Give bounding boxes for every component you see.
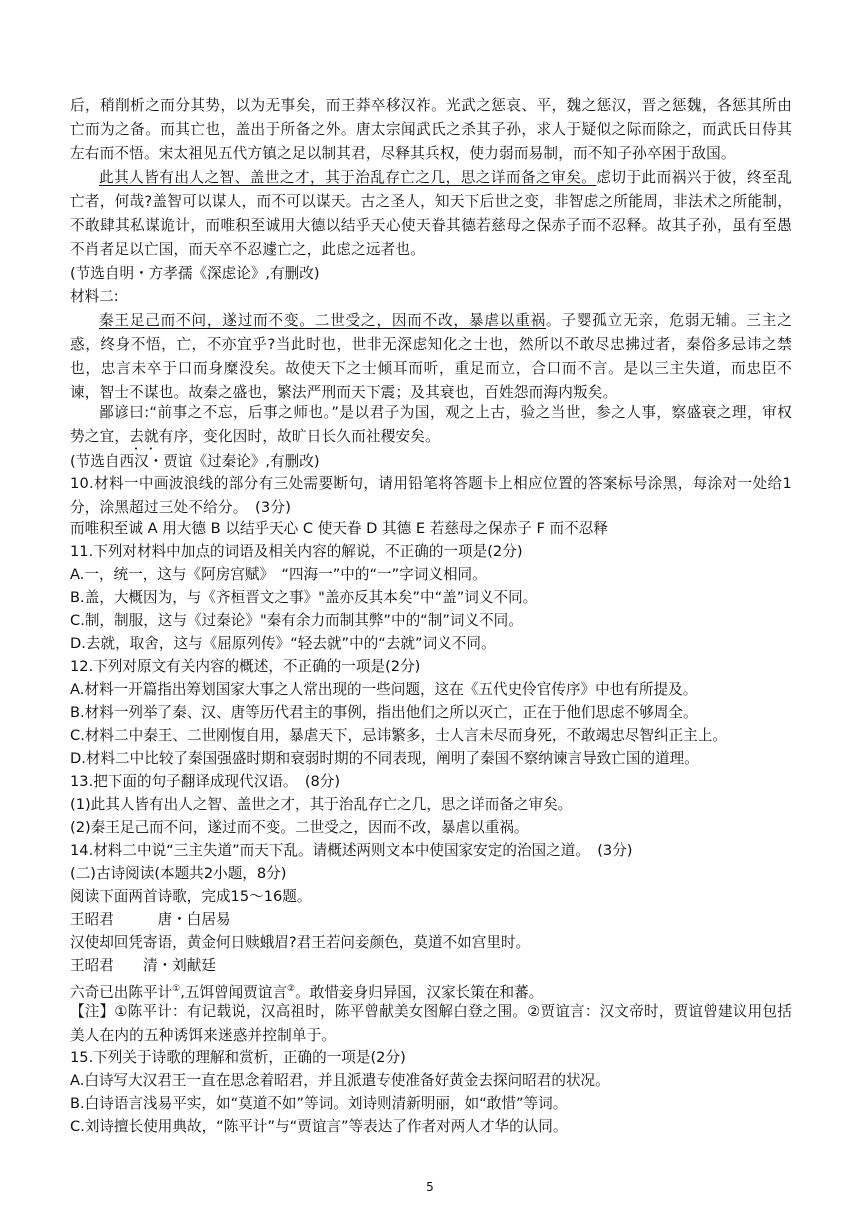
question-12: 12.下列对原文有关内容的概述，不正确的一项是(2分) <box>70 658 421 675</box>
underlined-sentence: 此其人皆有出人之智、盖世之才，其于治乱存亡之几，思之详而备之审矣。 <box>99 169 597 186</box>
question-15-option-c: C.刘诗擅长使用典故，“陈平计”与“贾谊言”等表达了作者对两人才华的认同。 <box>70 1118 568 1135</box>
question-13-sentence-1: (1)此其人皆有出人之智、盖世之才，其于治乱存亡之几，思之详而备之审矣。 <box>70 796 573 813</box>
source-note-2: (节选自西汉・贾谊《过秦论》,有删改) <box>70 453 320 470</box>
poem-1-title: 王昭君 唐・白居易 <box>70 911 231 928</box>
footnote-marker-1: ① <box>172 984 181 994</box>
question-10-options: 而唯积至诚 A 用大德 B 以结乎天心 C 使天眷 D 其德 E 若慈母之保赤子 F 而不忍释 <box>70 520 608 537</box>
question-12-option-c: C.材料二中秦王、二世刚愎自用，暴虐天下，忌讳繁多，士人言未尽而身死，不敢竭忠尽智纠正主上。 <box>70 727 727 744</box>
poem-text: 。敢惜妾身归异国，汉家长策在和蕃。 <box>295 983 544 1001</box>
question-13: 13.把下面的句子翻译成现代汉语。 (8分) <box>70 773 341 790</box>
question-13-sentence-2: (2)秦王足己而不问，遂过而不变。二世受之，因而不改，暴虐以重祸。 <box>70 819 529 836</box>
question-15-option-a: A.白诗写大汉君王一直在思念着昭君，并且派遣专使准备好黄金去探问昭君的状况。 <box>70 1072 610 1089</box>
paragraph-text: 。子婴孤立无亲，危弱无辅。三主之惑，终身不悟，亡，不亦宜乎?当此时也，世非无深虑知化之士也，然所以不敢尽忠拂过者，秦俗多忌讳之禁也，忠言未卒于口而身糜没矣。故使天下之士倾耳而听，重足而立，合口而不言。是以三主失道，而忠臣不谏，智士不谋也。故秦之盛也，繁法严刑而天下震；及其衰也，百姓怨而海内叛矣。 <box>70 312 792 401</box>
paragraph-text: 虑切于此而祸兴于彼，终至乱亡者，何哉?盖智可以谋人，而不可以谋天。古之圣人，知天下后世之变，非智虑之所能周，非法术之所能制，不敢肆其私谋诡计，而唯积至诚用大德以结乎天心使天眷其德若慈母之保赤子而不忍释。故其子孙，虽有至愚不肖者足以亡国，而天卒不忍遽亡之，此虑之远者也。 <box>70 169 792 258</box>
poem-1-text: 汉使却回凭寄语，黄金何日赎蛾眉?君王若问妾颜色，莫道不如宫里时。 <box>70 934 531 951</box>
paragraph-text: 鄙谚曰:“前事之不忘，后事之师也。”是以君子为国，观之上古，验之当世，参之人事，察盛衰之理，审权势之宜， <box>70 404 792 445</box>
dotted-word: 去就 <box>129 428 159 445</box>
footnote-marker-2: ② <box>287 984 296 994</box>
question-11-option-d: D.去就，取舍，这与《屈原列传》“轻去就”中的“去就”词义不同。 <box>70 635 496 652</box>
question-11-option-a: A.一，统一，这与《阿房宫赋》 “四海一”中的“一”字词义相同。 <box>70 566 487 583</box>
material-one-paragraph-1: 后，稍削析之而分其势，以为无事矣，而王莽卒移汉祚。光武之惩哀、平，魏之惩汉，晋之惩魏，各惩其所由亡而为之备。而其亡也，盖出于所备之外。唐太宗闻武氏之杀其子孙，求人于疑似之际而除之，而武氏日侍其左右而不悟。宋太祖见五代方镇之足以制其君，尽释其兵权，使力弱而易制，而不知子孙卒困于敌国。 <box>70 97 792 162</box>
material-two-heading: 材料二: <box>70 288 119 305</box>
page-number: 5 <box>426 1180 434 1194</box>
question-12-option-d: D.材料二中比较了秦国强盛时期和衰弱时期的不同表现，阐明了秦国不察纳谏言导致亡国的道理。 <box>70 750 699 767</box>
poem-2-title: 王昭君 清・刘献廷 <box>70 957 216 974</box>
question-11-option-b: B.盖，大概因为，与《齐桓晋文之事》"盖亦反其本矣”中“盖”词义不同。 <box>70 589 538 606</box>
source-note-1: (节选自明・方孝孺《深虑论》,有删改) <box>70 265 320 282</box>
question-11-option-c: C.制，制服，这与《过秦论》"秦有余力而制其弊”中的“制”词义不同。 <box>70 612 523 629</box>
section-heading-poetry: (二)古诗阅读(本题共2小题，8分) <box>70 865 287 882</box>
paragraph-text: 有序，变化因时，故旷日长久而社稷安矣。 <box>158 428 440 445</box>
question-15: 15.下列关于诗歌的理解和赏析，正确的一项是(2分) <box>70 1049 406 1066</box>
reading-instruction: 阅读下面两首诗歌，完成15～16题。 <box>70 888 312 905</box>
question-15-option-b: B.白诗语言浅易平实，如“莫道不如”等词。刘诗则清新明丽，如“敢惜”等词。 <box>70 1095 568 1112</box>
question-14: 14.材料二中说“三主失道”而天下乱。请概述两则文本中使国家安定的治国之道。 (3分) <box>70 842 633 859</box>
material-two-paragraph-2 <box>70 401 792 453</box>
question-11: 11.下列对材料中加点的词语及相关内容的解说，不正确的一项是(2分) <box>70 543 523 560</box>
material-one-paragraph-2 <box>70 166 792 262</box>
poem-text: 六奇已出陈平计 <box>70 983 173 1001</box>
poem-notes: 【注】①陈平计：有记载说，汉高祖时，陈平曾献美女图解白登之围。②贾谊言：汉文帝时，贾谊曾建议用包括美人在内的五种诱饵来迷惑并控制单于。 <box>70 1003 792 1044</box>
question-10: 10.材料一中画波浪线的部分有三处需要断句，请用铅笔将答题卡上相应位置的答案标号涂黑，每涂对一处给1分，涂黑超过三处不给分。 (3分) <box>70 475 792 516</box>
question-12-option-a: A.材料一开篇指出筹划国家大事之人常出现的一些问题，这在《五代史伶官传序》中也有所提及。 <box>70 681 698 698</box>
material-two-paragraph-1 <box>70 309 792 405</box>
poem-text: ,五饵曾闻贾谊言 <box>180 983 288 1001</box>
question-12-option-b: B.材料一列举了秦、汉、唐等历代君主的事例，指出他们之所以灭亡，正在于他们思虑不够周全。 <box>70 704 698 721</box>
underlined-sentence: 秦王足己而不问，遂过而不变。二世受之，因而不改，暴虐以重祸 <box>99 312 546 329</box>
